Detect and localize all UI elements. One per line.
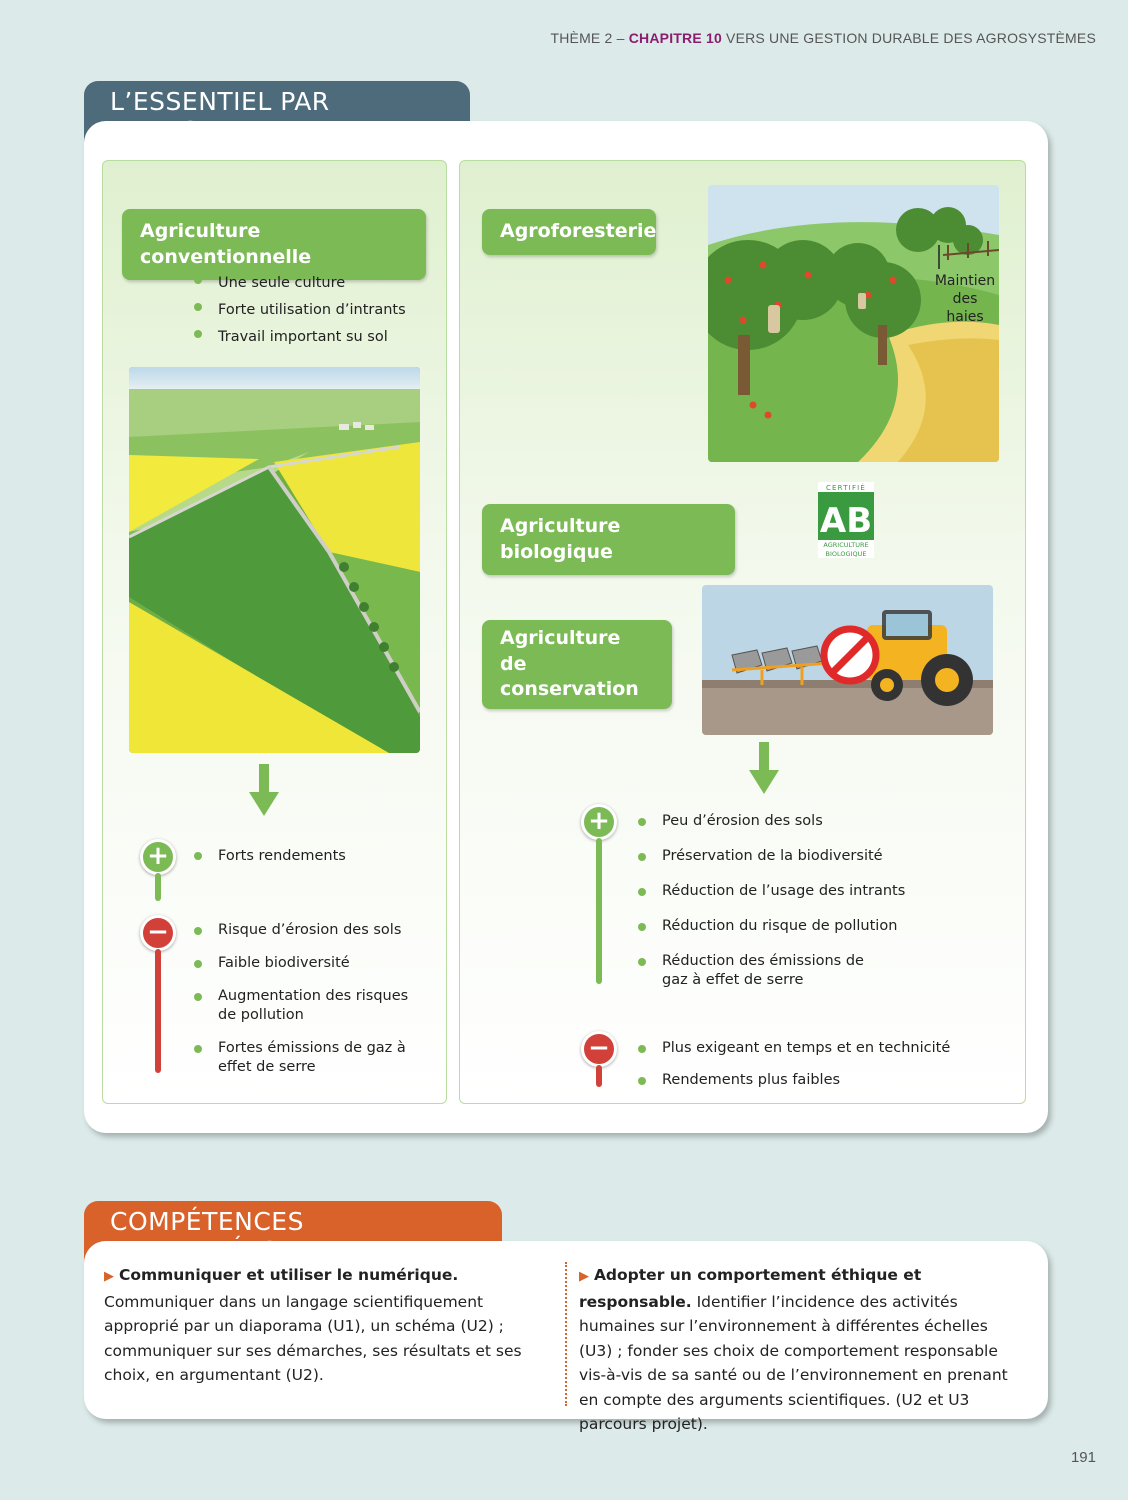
ab-logo xyxy=(818,482,874,558)
competence-2-text: Identifier l’incidence des activités humaines sur l’environnement à différentes échelles (U3) ; fonder ses choix de comportement responsable vis-à-vis de sa santé ou de l’environnement en prenant en compte des arguments scientifiques. (U2 et U3 parcours projet). xyxy=(579,1292,1008,1433)
column-divider xyxy=(565,1262,567,1406)
list-item: Réduction du risque de pollution xyxy=(636,917,926,936)
list-item: Risque d’érosion des sols xyxy=(192,921,412,940)
plus-icon: + xyxy=(581,804,617,840)
page-number: 191 xyxy=(1070,1449,1096,1466)
list-item: Travail important su sol xyxy=(192,324,406,351)
list-item: Plus exigeant en temps et en technicité xyxy=(636,1039,966,1058)
tractor-illustration xyxy=(702,585,993,735)
triangle-bullet-icon: ▶ xyxy=(104,1269,114,1284)
conservation-title xyxy=(482,620,672,709)
competence-2-title: Adopter un comportement éthique et responsable. xyxy=(579,1266,922,1311)
minus-bar xyxy=(155,949,161,1073)
plus-icon: + xyxy=(140,839,176,875)
list-item: Réduction des émissions de gaz à effet de serre xyxy=(636,952,886,990)
hedge-annotation: Maintien des haies xyxy=(934,273,996,325)
list-item: Une seule culture xyxy=(192,270,406,297)
svg-text:BIOLOGIQUE: BIOLOGIQUE xyxy=(825,550,867,558)
conservation-title-line1: Agriculture xyxy=(500,627,621,649)
header-theme: THÈME 2 – xyxy=(550,30,625,46)
header-chapter: CHAPITRE 10 xyxy=(628,30,722,46)
triangle-bullet-icon: ▶ xyxy=(579,1269,589,1284)
essentiel-tab: L’ESSENTIEL PAR xyxy=(84,81,470,143)
list-item: Réduction de l’usage des intrants xyxy=(636,882,926,901)
list-item: Forte utilisation d’intrants xyxy=(192,297,406,324)
competence-column-2 xyxy=(579,1263,1019,1437)
list-item: Fortes émissions de gaz à effet de serre xyxy=(192,1039,412,1077)
conventionnelle-disadvantages xyxy=(192,921,412,1077)
conservation-title-line2: de conservation xyxy=(500,652,639,701)
svg-text:AB: AB xyxy=(819,501,873,541)
plus-marker xyxy=(581,804,617,984)
competence-column-1 xyxy=(104,1263,549,1388)
conservation-advantages xyxy=(636,812,926,990)
down-arrow-icon xyxy=(749,742,779,794)
list-item: Faible biodiversité xyxy=(192,954,412,973)
conventionnelle-title: Agriculture conventionnelle xyxy=(122,209,426,280)
list-item: Augmentation des risques de pollution xyxy=(192,987,412,1025)
down-arrow-icon xyxy=(249,764,279,816)
minus-bar xyxy=(596,1065,602,1087)
conventional-field-illustration xyxy=(129,367,420,753)
plus-bar xyxy=(155,873,161,901)
list-item: Forts rendements xyxy=(192,846,346,866)
minus-icon: − xyxy=(140,915,176,951)
list-item: Préservation de la biodiversité xyxy=(636,847,926,866)
competences-tab: COMPÉTENCES xyxy=(84,1201,502,1263)
biologique-title: Agriculture biologique xyxy=(482,504,735,575)
minus-marker xyxy=(140,915,176,1073)
plus-marker xyxy=(140,839,176,901)
list-item: Peu d’érosion des sols xyxy=(636,812,926,831)
running-header xyxy=(550,30,1096,46)
conventionnelle-features xyxy=(192,270,406,351)
minus-icon: − xyxy=(581,1031,617,1067)
header-title: VERS UNE GESTION DURABLE DES AGROSYSTÈMES xyxy=(726,30,1096,46)
conventionnelle-advantages xyxy=(192,846,346,866)
svg-text:AGRICULTURE: AGRICULTURE xyxy=(823,541,869,549)
minus-marker xyxy=(581,1031,617,1087)
svg-text:CERTIFIÉ: CERTIFIÉ xyxy=(825,484,867,492)
competence-1-title: Communiquer et utiliser le numérique. xyxy=(118,1266,459,1284)
conservation-disadvantages xyxy=(636,1039,966,1090)
agroforesterie-title: Agroforesterie xyxy=(482,209,656,255)
list-item: Rendements plus faibles xyxy=(636,1071,966,1090)
plus-bar xyxy=(596,838,602,984)
competence-1-text: Communiquer dans un langage scientifiquement approprié par un diaporama (U1), un schéma (U2) ; communiquer sur ses démarches, ses résultats et ses choix, en argumentant (U2). xyxy=(104,1292,522,1384)
